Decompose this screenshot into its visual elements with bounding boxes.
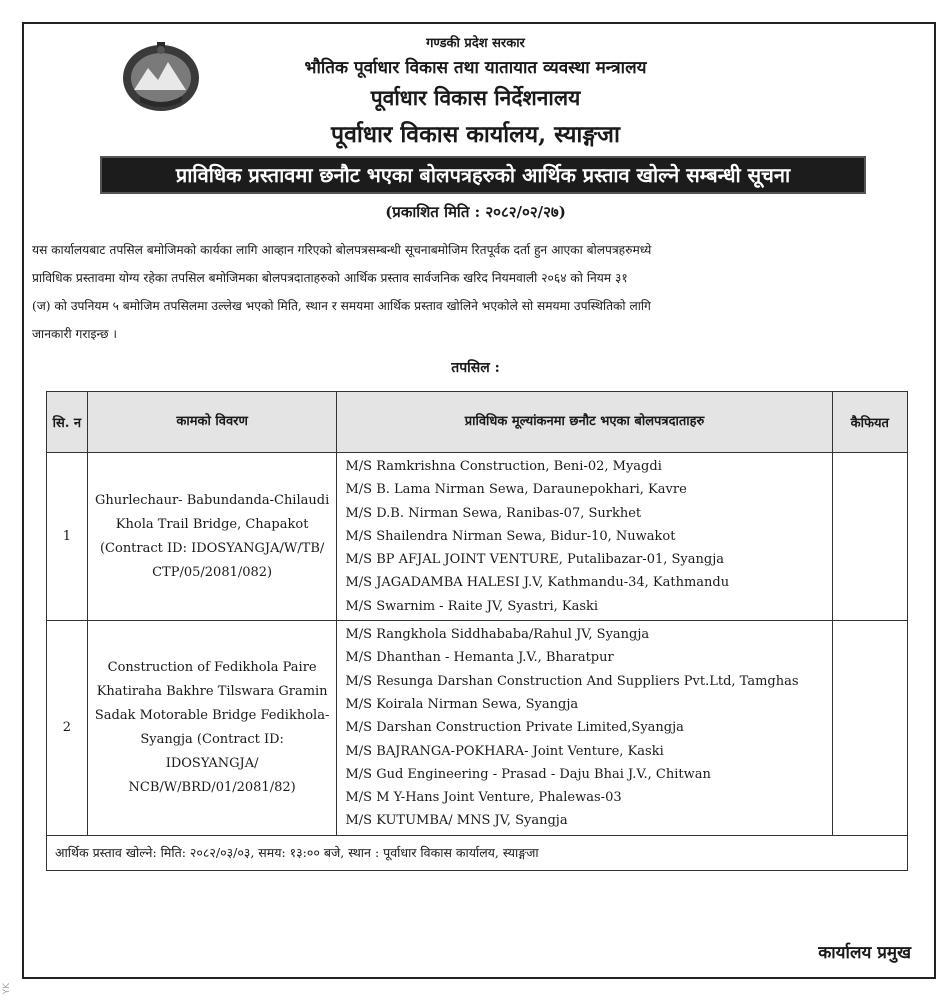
row-sn: 1	[47, 453, 88, 621]
row-sn: 2	[47, 621, 88, 836]
published-date: (प्रकाशित मिति : २०८२/०२/२७)	[385, 203, 566, 221]
office-name: पूर्वाधार विकास कार्यालय, स्याङ्गजा	[331, 121, 620, 148]
bidder-item: M/S Resunga Darshan Construction And Suppliers Pvt.Ltd, Tamghas	[345, 673, 799, 689]
body-line: (ज) को उपनियम ५ बमोजिम तपसिलमा उल्लेख भएको मिति, स्थान र समयमा आर्थिक प्रस्ताव खोलिने भएकोले सो समयमा उपस्थितिको लागि	[32, 299, 651, 313]
directorate-name: पूर्वाधार विकास निर्देशनालय	[370, 85, 581, 110]
schedule-title: तपसिल :	[451, 360, 500, 376]
header-remarks: कैफियत	[832, 392, 907, 453]
government-name: गण्डकी प्रदेश सरकार	[426, 36, 525, 51]
row-remarks	[832, 453, 907, 621]
bidder-item: M/S Koirala Nirman Sewa, Syangja	[345, 696, 579, 712]
financial-proposal-opening-info: आर्थिक प्रस्ताव खोल्ने: मिति: २०८२/०३/०३, समय: १३:०० बजे, स्थान : पूर्वाधार विकास कार्यालय, स्याङ्गजा	[47, 835, 908, 870]
table-header-row	[47, 392, 908, 453]
margin-mark: YK	[2, 983, 12, 995]
bidder-item: M/S Swarnim - Raite JV, Syastri, Kaski	[345, 598, 599, 614]
office-chief-signature: कार्यालय प्रमुख	[818, 943, 911, 963]
bidder-item: M/S JAGADAMBA HALESI J.V, Kathmandu-34, Kathmandu	[345, 575, 730, 591]
header-sn: सि. न	[47, 392, 88, 453]
body-line: जानकारी गराइन्छ ।	[32, 327, 118, 341]
row-remarks	[832, 621, 907, 836]
bidder-item: M/S Gud Engineering - Prasad - Daju Bhai J.V., Chitwan	[345, 766, 711, 782]
bidder-item: M/S M Y-Hans Joint Venture, Phalewas-03	[345, 790, 622, 806]
bidder-item: M/S Dhanthan - Hemanta J.V., Bharatpur	[345, 650, 614, 666]
body-line: प्राविधिक प्रस्तावमा योग्य रहेका तपसिल बमोजिमका बोलपत्रदाताहरुको आर्थिक प्रस्ताव सार्वजनिक खरिद नियमवाली २०६४ को नियम ३१	[32, 271, 628, 285]
bidder-item: M/S Shailendra Nirman Sewa, Bidur-10, Nuwakot	[345, 528, 676, 544]
table-footer-row	[47, 835, 908, 870]
bidder-item: M/S D.B. Nirman Sewa, Ranibas-07, Surkhet	[345, 505, 642, 521]
body-line: यस कार्यालयबाट तपसिल बमोजिमको कार्यका लागि आव्हान गरिएको बोलपत्रसम्बन्धी सूचनाबमोजिम रितपूर्वक दर्ता हुन आएका बोलपत्रहरुमध्ये	[32, 243, 652, 257]
row-description: Ghurlechaur- Babundanda-Chilaudi Khola Trail Bridge, Chapakot (Contract ID: IDOSYANGJA/W/TB/ CTP/05/2081/082)	[87, 453, 337, 621]
notice-title: प्राविधिक प्रस्तावमा छनौट भएका बोलपत्रहरुको आर्थिक प्रस्ताव खोल्ने सम्बन्धी सूचना	[175, 163, 791, 187]
row-description: Construction of Fedikhola Paire Khatiraha Bakhre Tilswara Gramin Sadak Motorable Bridge Fedikhola-Syangja (Contract ID: IDOSYANGJA/ NCB/W/BRD/01/2081/82)	[87, 621, 337, 836]
bidders-table	[46, 391, 908, 871]
bidder-item: M/S Darshan Construction Private Limited,Syangja	[345, 720, 684, 736]
bidder-item: M/S BP AFJAL JOINT VENTURE, Putalibazar-01, Syangja	[345, 552, 724, 568]
bidder-item: M/S B. Lama Nirman Sewa, Daraunepokhari, Kavre	[345, 482, 687, 498]
header-description: कामको विवरण	[87, 392, 337, 453]
notice-title-banner	[100, 156, 866, 194]
ministry-name: भौतिक पूर्वाधार विकास तथा यातायात व्यवस्था मन्त्रालय	[304, 58, 647, 78]
row-bidders	[337, 453, 832, 621]
table-row	[47, 453, 908, 621]
notice-body	[32, 236, 912, 348]
header-bidders: प्राविधिक मूल्यांकनमा छनौट भएका बोलपत्रदाताहरु	[337, 392, 832, 453]
bidder-item: M/S BAJRANGA-POKHARA- Joint Venture, Kaski	[345, 743, 664, 759]
bidder-item: M/S KUTUMBA/ MNS JV, Syangja	[345, 813, 568, 829]
bidder-item: M/S Ramkrishna Construction, Beni-02, Myagdi	[345, 459, 662, 474]
row-bidders	[337, 621, 832, 836]
bidder-item: M/S Rangkhola Siddhababa/Rahul JV, Syangja	[345, 627, 650, 643]
table-row	[47, 621, 908, 836]
